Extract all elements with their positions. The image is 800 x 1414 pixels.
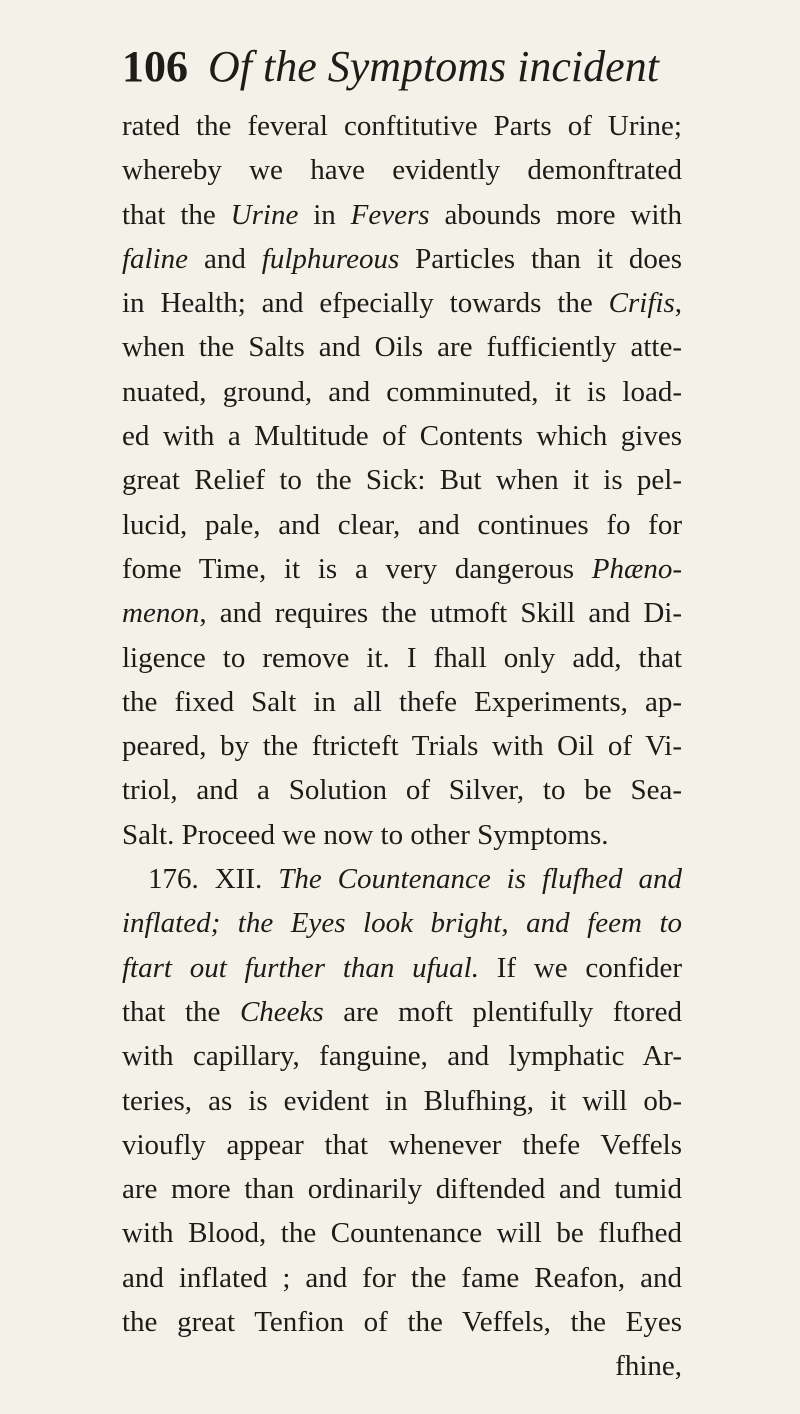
text-segment: vioufly appear that whenever thefe Veffels — [122, 1128, 682, 1161]
text-segment: ftart out further than ufual. — [122, 951, 479, 984]
running-title: Of the Symptoms incident — [208, 42, 659, 91]
text-segment: Cheeks — [239, 995, 324, 1028]
text-segment: Phæno- — [591, 552, 682, 585]
text-line — [122, 547, 682, 591]
text-segment: that the — [122, 198, 231, 231]
text-segment: triol, and a Solution of Silver, to be Sea- — [122, 774, 682, 807]
text-line — [122, 1034, 682, 1078]
text-line — [122, 1079, 682, 1123]
text-line — [122, 193, 682, 237]
text-segment: Urine — [230, 198, 299, 231]
text-segment: teries, as is evident in Blufhing, it will ob- — [122, 1084, 682, 1117]
text-line — [122, 503, 682, 547]
text-segment: fulphureous — [261, 242, 400, 275]
text-line — [122, 237, 682, 281]
text-segment: great Relief to the Sick: But when it is pel- — [122, 464, 682, 497]
text-segment: with capillary, fanguine, and lymphatic Ar- — [122, 1040, 682, 1073]
text-segment: Salt. Proceed we now to other Symptoms. — [122, 818, 609, 851]
text-line — [122, 325, 682, 369]
text-segment: lucid, pale, and clear, and continues fo for — [122, 508, 682, 541]
text-segment: when the Salts and Oils are fufficiently atte- — [122, 331, 682, 364]
text-segment: inflated; the Eyes look bright, and feem to — [122, 907, 682, 940]
text-segment: peared, by the ftricteft Trials with Oil of Vi- — [122, 730, 682, 763]
text-segment: fhine, — [615, 1350, 682, 1383]
text-segment: , and requires the utmoft Skill and Di- — [199, 597, 682, 630]
text-segment: and inflated ; and for the fame Reafon, and — [122, 1261, 682, 1294]
text-line — [122, 768, 682, 812]
text-segment: 176. XII. — [148, 863, 279, 896]
text-line — [122, 414, 682, 458]
text-segment: the great Tenfion of the Veffels, the Eyes — [122, 1306, 682, 1339]
text-segment: Particles than it does — [399, 242, 682, 275]
text-line — [122, 1211, 682, 1255]
text-line — [122, 724, 682, 768]
text-line — [122, 104, 682, 148]
text-segment: in — [298, 198, 351, 231]
text-segment: are moft plentifully ftored — [323, 995, 682, 1028]
text-segment: with Blood, the Countenance will be flufhed — [122, 1217, 682, 1250]
text-line — [122, 1256, 682, 1300]
text-segment: Crifis — [608, 287, 675, 320]
text-segment: menon — [122, 597, 200, 630]
text-segment: whereby we have evidently demonftrated — [122, 154, 682, 187]
text-line — [122, 591, 682, 635]
text-segment: in Health; and efpecially towards the — [122, 287, 609, 320]
text-line — [122, 901, 682, 945]
running-header — [122, 38, 682, 96]
text-line — [122, 1123, 682, 1167]
text-line — [122, 636, 682, 680]
text-segment: are more than ordinarily diftended and tumid — [122, 1173, 682, 1206]
text-segment: nuated, ground, and comminuted, it is load- — [122, 375, 682, 408]
text-segment: Fevers — [350, 198, 430, 231]
text-line — [122, 1300, 682, 1344]
text-line — [122, 1344, 682, 1388]
body-text — [122, 104, 682, 1389]
text-line — [122, 680, 682, 724]
text-line — [122, 148, 682, 192]
text-segment: rated the feveral conftitutive Parts of Urine; — [122, 110, 682, 142]
text-segment: , — [674, 287, 682, 320]
text-line — [122, 990, 682, 1034]
text-segment: that the — [122, 995, 240, 1028]
text-line — [122, 458, 682, 502]
text-line — [122, 857, 682, 901]
text-line — [122, 813, 682, 857]
text-segment: The Countenance is flufhed and — [278, 863, 682, 896]
text-line — [122, 946, 682, 990]
text-line — [122, 1167, 682, 1211]
text-segment: faline — [122, 242, 189, 275]
text-segment: ligence to remove it. I fhall only add, that — [122, 641, 682, 674]
text-segment: and — [188, 242, 262, 275]
text-segment: the fixed Salt in all thefe Experiments, ap- — [122, 685, 682, 718]
text-segment: ed with a Multitude of Contents which gives — [122, 420, 682, 453]
text-segment: abounds more with — [429, 198, 682, 231]
text-line — [122, 370, 682, 414]
page-number: 106 — [122, 42, 188, 91]
text-segment: fome Time, it is a very dangerous — [122, 552, 592, 585]
text-line — [122, 281, 682, 325]
text-segment: If we confider — [479, 951, 682, 984]
